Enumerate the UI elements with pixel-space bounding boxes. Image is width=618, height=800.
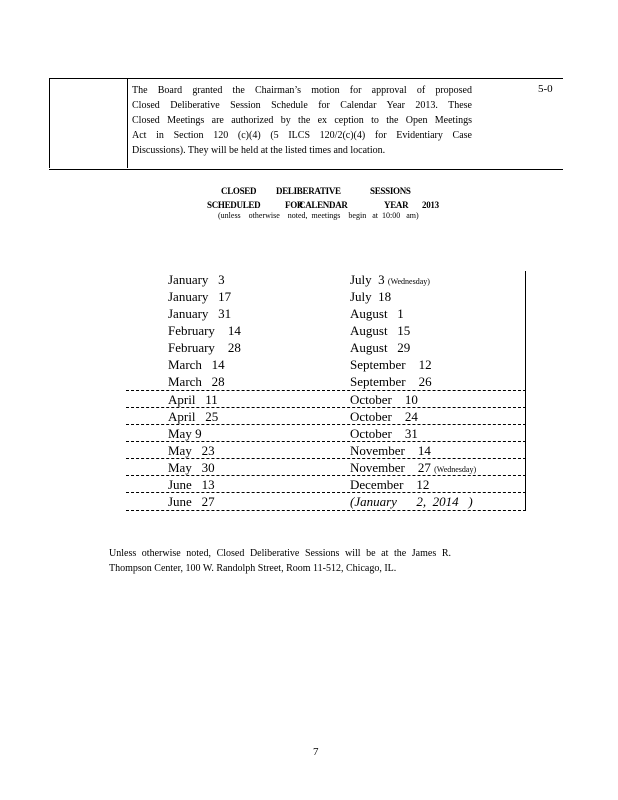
vote-count: 5-0 <box>538 83 553 95</box>
left-date: February 14 <box>168 323 241 338</box>
left-date: February 28 <box>168 340 241 355</box>
left-date: January 17 <box>168 289 232 304</box>
schedule-row <box>126 339 526 356</box>
location-line: Unless otherwise noted, Closed Deliberative Sessions will be at the James R. <box>109 548 451 559</box>
schedule-row <box>126 492 526 511</box>
right-date: September 12 <box>350 357 432 372</box>
motion-line: Closed Meetings are authorized by the ex ception to the Open Meetings <box>132 115 472 126</box>
heading-word: YEAR <box>384 200 409 210</box>
schedule-row <box>126 322 526 339</box>
left-date: May 9 <box>168 426 202 441</box>
schedule-row <box>126 271 526 288</box>
heading-word: DELIBERATIVE <box>276 186 341 196</box>
page-number: 7 <box>313 746 319 758</box>
day-note: (Wednesday) <box>387 277 430 286</box>
schedule-row <box>126 407 526 425</box>
right-date: (January 2, 2014 ) <box>350 494 473 509</box>
right-date: October 24 <box>350 409 418 424</box>
heading-word: FOR <box>285 200 304 210</box>
location-line: Thompson Center, 100 W. Randolph Street, Room 11-512, Chicago, IL. <box>109 563 397 574</box>
schedule-row <box>126 424 526 442</box>
heading-note: (unless otherwise noted, meetings begin at 10:00 am) <box>218 211 419 220</box>
heading-word: 2013 <box>422 200 439 210</box>
right-date: December 12 <box>350 477 430 492</box>
right-date: July 3 <box>350 272 385 287</box>
day-note: (Wednesday) <box>434 465 477 474</box>
right-date: November 27 <box>350 460 431 475</box>
table-column-divider <box>127 78 128 168</box>
schedule-row <box>126 373 526 390</box>
right-date: August 15 <box>350 323 411 338</box>
motion-line: Closed Deliberative Session Schedule for Calendar Year 2013. These <box>132 100 472 111</box>
left-date: May 30 <box>168 460 215 475</box>
motion-text <box>132 83 472 158</box>
right-date: September 26 <box>350 374 432 389</box>
left-date: May 23 <box>168 443 215 458</box>
schedule-row <box>126 458 526 476</box>
left-date: January 3 <box>168 272 225 287</box>
heading-word: CLOSED <box>221 186 257 196</box>
location-note <box>109 546 451 576</box>
heading-word: SCHEDULED <box>207 200 261 210</box>
left-date: March 14 <box>168 357 225 372</box>
right-date: August 29 <box>350 340 411 355</box>
left-date: April 25 <box>168 409 219 424</box>
left-date: March 28 <box>168 374 225 389</box>
motion-line: The Board granted the Chairman’s motion for approval of proposed <box>132 85 472 96</box>
motion-line: Act in Section 120 (c)(4) (5 ILCS 120/2(c)(4) for Evidentiary Case <box>132 130 472 141</box>
right-date: October 31 <box>350 426 418 441</box>
schedule-table <box>126 271 526 511</box>
right-date: November 14 <box>350 443 431 458</box>
right-date: July 18 <box>350 289 392 304</box>
left-date: April 11 <box>168 392 218 407</box>
schedule-row <box>126 288 526 305</box>
left-date: June 13 <box>168 477 215 492</box>
motion-line: Discussions). They will be held at the listed times and location. <box>132 145 386 156</box>
schedule-row <box>126 390 526 408</box>
schedule-row <box>126 305 526 322</box>
right-date: August 1 <box>350 306 404 321</box>
left-date: January 31 <box>168 306 232 321</box>
left-date: June 27 <box>168 494 215 509</box>
schedule-row <box>126 441 526 459</box>
right-date: October 10 <box>350 392 418 407</box>
heading-word: SESSIONS <box>370 186 411 196</box>
heading-word: CALENDAR <box>299 200 348 210</box>
schedule-row <box>126 356 526 373</box>
schedule-row <box>126 475 526 493</box>
table-left-border <box>49 78 50 168</box>
